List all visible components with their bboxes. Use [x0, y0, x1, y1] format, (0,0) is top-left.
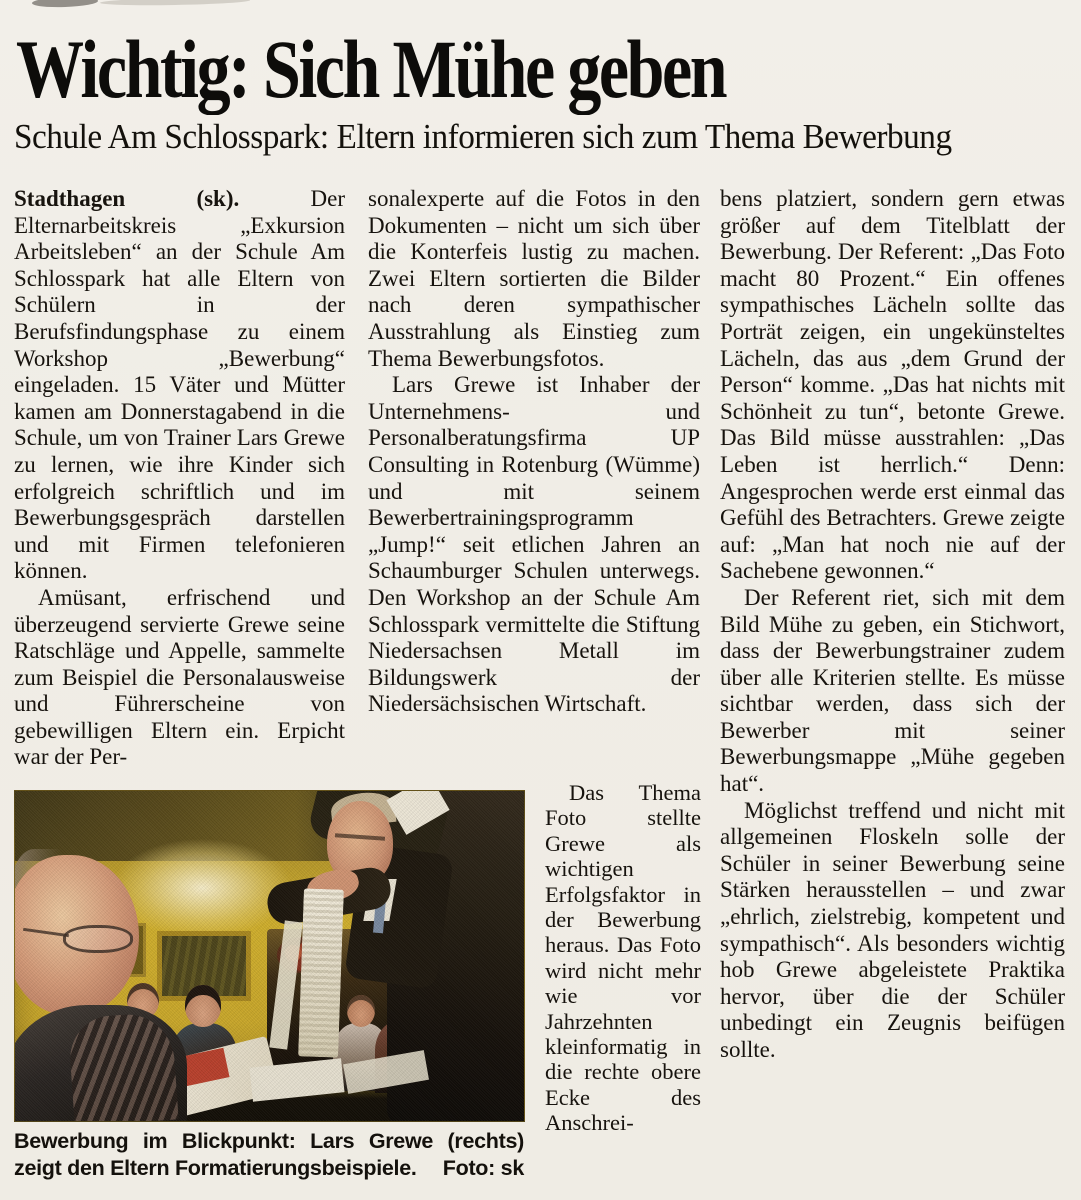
paragraph-8: Möglichst treffend und nicht mit allgemeinen Floskeln solle der Schüler in seiner Bewerbung seine Stärken herausstellen – und zwar „ehrlich, zielstrebig, kompetent und sympathisch“. Als besonders wichtig hob Grewe abgeleistete Praktika hervor, über die der Schüler unbedingt ein Zeugnis beifügen sollte.	[720, 797, 1065, 1062]
photo-seated-parent-2-head	[185, 985, 221, 1027]
paragraph-1	[14, 186, 345, 585]
paragraph-2: Amüsant, erfrischend und überzeugend servierte Grewe seine Ratschläge und Appelle, sammelte zum Beispiel die Personalausweise und Führerscheine von gebewilligen Eltern ein. Erpicht war der Per-	[14, 584, 345, 770]
column-2-narrow	[545, 780, 701, 1184]
dateline: Stadthagen (sk).	[14, 186, 240, 211]
scan-smudge	[32, 0, 98, 8]
photo-foreground-man-glasses	[63, 925, 133, 953]
column-3	[720, 186, 1065, 1178]
column-2	[368, 186, 700, 786]
paragraph-1-text: Der Elternarbeitskreis „Exkursion Arbeitsleben“ an der Schule Am Schlosspark hat alle Eltern von Schülern in der Berufsfindungsphase zu einem Workshop „Bewerbung“ eingeladen. 15 Väter und Mütter kamen am Donnerstagabend in die Schule, um von Trainer Lars Grewe zu lernen, wie ihre Kinder sich erfolgreich schriftlich und im Bewerbungsgespräch darstellen und mit Firmen telefonieren können.	[14, 186, 345, 584]
photo-paper-strip	[298, 888, 344, 1057]
headline: Wichtig: Sich Mühe geben	[16, 23, 726, 115]
paragraph-4: Lars Grewe ist Inhaber der Unternehmens- und Personalberatungsfirma UP Consulting in Rotenburg (Wümme) und mit seinem Bewerbertrainingsprogramm „Jump!“ seit etlichen Jahren an Schaumburger Schulen unterwegs. Den Workshop an der Schule Am Schlosspark vermittelte die Stiftung Niedersachsen Metall im Bildungswerk der Niedersächsischen Wirtschaft.	[368, 372, 700, 717]
paragraph-6: bens platziert, sondern gern etwas größer auf dem Titelblatt der Bewerbung. Der Referent: „Das Foto macht 80 Prozent.“ Ein offenes sympathisches Lächeln sollte das Porträt zeigen, ein ungekünsteltes Lächeln, das aus „dem Grund der Person“ komme. „Das hat nichts mit Schönheit zu tun“, betonte Grewe. Das Bild müsse ausstrahlen: „Das Leben ist herrlich.“ Denn: Angesprochen werde erst einmal das Gefühl des Betrachters. Grewe zeigte auf: „Man hat noch nie auf der Sachebene gewonnen.“	[720, 186, 1065, 584]
subheadline: Schule Am Schlosspark: Eltern informieren sich zum Thema Bewerbung	[14, 117, 952, 156]
paragraph-5: Das Thema Foto stellte Grewe als wichtigen Erfolgsfaktor in der Bewerbung heraus. Das Foto wird nicht mehr wie vor Jahrzehnten kleinformatig in die rechte obere Ecke des Anschrei-	[545, 780, 701, 1136]
photo-caption-text: Bewerbung im Blickpunkt: Lars Grewe (rechts) zeigt den Eltern Formatierungsbeispiele.	[14, 1129, 524, 1180]
photo-caption	[14, 1128, 524, 1182]
photo-seated-parent-3-head	[347, 995, 375, 1027]
paragraph-7: Der Referent riet, sich mit dem Bild Mühe zu geben, ein Stichwort, dass der Bewerbungstrainer zudem über alle Kriterien stellte. Es müsse sichtbar werden, dass sich der Bewerber mit seiner Bewerbungsmappe „Mühe gegeben hat“.	[720, 584, 1065, 797]
photo-credit: Foto: sk	[442, 1156, 524, 1180]
scan-smudge	[100, 0, 250, 6]
column-1	[14, 186, 345, 780]
article-photo	[14, 790, 525, 1122]
paragraph-3: sonalexperte auf die Fotos in den Dokumenten – nicht um sich über die Konterfeis lustig zu machen. Zwei Eltern sortierten die Bilder nach deren sympathischer Ausstrahlung als Einstieg zum Thema Bewerbungsfotos.	[368, 186, 700, 371]
